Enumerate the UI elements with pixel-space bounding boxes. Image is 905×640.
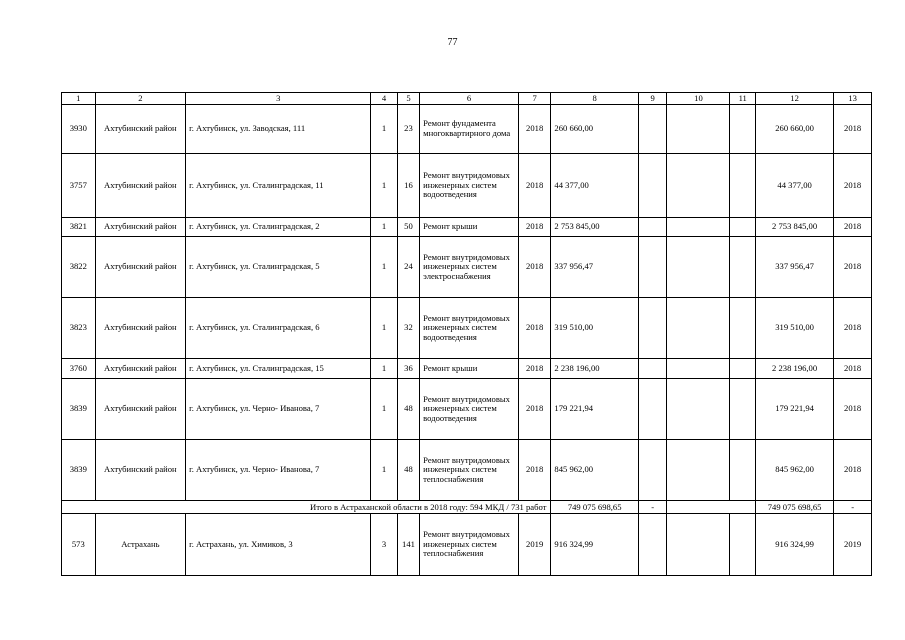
- column-header-4: 4: [371, 93, 397, 105]
- column-header-5: 5: [397, 93, 419, 105]
- address: г. Ахтубинск, ул. Заводская, 111: [186, 105, 371, 154]
- completion-year: 2019: [834, 514, 872, 576]
- district: Ахтубинский район: [95, 237, 186, 298]
- object-id: 3839: [62, 440, 96, 501]
- completion-year: 2018: [834, 154, 872, 218]
- column-header-11: 11: [730, 93, 755, 105]
- column-4-value: 1: [371, 105, 397, 154]
- column-header-3: 3: [186, 93, 371, 105]
- object-id: 3823: [62, 298, 96, 359]
- address: г. Ахтубинск, ул. Черно- Иванова, 7: [186, 379, 371, 440]
- year: 2018: [518, 237, 551, 298]
- column-4-value: 1: [371, 359, 397, 379]
- column-5-value: 23: [397, 105, 419, 154]
- column-5-value: 48: [397, 379, 419, 440]
- column-header-9: 9: [638, 93, 666, 105]
- column-9-value: [638, 105, 666, 154]
- work-type: Ремонт внутридомовых инженерных систем водоотведения: [420, 379, 519, 440]
- total-cost: 845 962,00: [551, 440, 639, 501]
- table-row: [62, 154, 872, 218]
- work-type: Ремонт крыши: [420, 359, 519, 379]
- column-4-value: 3: [371, 514, 397, 576]
- column-10-value: [667, 514, 730, 576]
- total-column-13: -: [834, 501, 872, 514]
- address: г. Астрахань, ул. Химиков, 3: [186, 514, 371, 576]
- column-4-value: 1: [371, 440, 397, 501]
- column-11-value: [730, 359, 755, 379]
- column-5-value: 24: [397, 237, 419, 298]
- column-9-value: [638, 440, 666, 501]
- total-label: Итого в Астраханской области в 2018 году: 594 МКД / 731 работ: [62, 501, 551, 514]
- column-header-10: 10: [667, 93, 730, 105]
- total-cost: 337 956,47: [551, 237, 639, 298]
- year: 2018: [518, 359, 551, 379]
- work-type: Ремонт фундамента многоквартирного дома: [420, 105, 519, 154]
- object-id: 3822: [62, 237, 96, 298]
- district: Ахтубинский район: [95, 218, 186, 237]
- column-11-value: [730, 154, 755, 218]
- work-type: Ремонт внутридомовых инженерных систем водоотведения: [420, 298, 519, 359]
- total-column-9: -: [638, 501, 666, 514]
- column-9-value: [638, 379, 666, 440]
- column-header-6: 6: [420, 93, 519, 105]
- work-type: Ремонт внутридомовых инженерных систем теплоснабжения: [420, 440, 519, 501]
- object-id: 3760: [62, 359, 96, 379]
- address: г. Ахтубинск, ул. Сталинградская, 11: [186, 154, 371, 218]
- column-header-7: 7: [518, 93, 551, 105]
- column-5-value: 16: [397, 154, 419, 218]
- total-cost: 319 510,00: [551, 298, 639, 359]
- address: г. Ахтубинск, ул. Сталинградская, 5: [186, 237, 371, 298]
- column-number-row: [62, 93, 872, 105]
- table-row: [62, 218, 872, 237]
- table-row: [62, 379, 872, 440]
- total-column-12: 749 075 698,65: [755, 501, 833, 514]
- object-id: 3930: [62, 105, 96, 154]
- table-row: [62, 359, 872, 379]
- year: 2018: [518, 440, 551, 501]
- total-cost: 2 238 196,00: [551, 359, 639, 379]
- column-12-value: 319 510,00: [755, 298, 833, 359]
- total-cost: 260 660,00: [551, 105, 639, 154]
- address: г. Ахтубинск, ул. Черно- Иванова, 7: [186, 440, 371, 501]
- column-10-value: [667, 379, 730, 440]
- object-id: 3821: [62, 218, 96, 237]
- address: г. Ахтубинск, ул. Сталинградская, 6: [186, 298, 371, 359]
- district: Астрахань: [95, 514, 186, 576]
- column-11-value: [730, 514, 755, 576]
- object-id: 573: [62, 514, 96, 576]
- column-11-value: [730, 105, 755, 154]
- completion-year: 2018: [834, 298, 872, 359]
- table-row: [62, 298, 872, 359]
- column-10-value: [667, 154, 730, 218]
- page-number: 77: [447, 37, 458, 48]
- completion-year: 2018: [834, 359, 872, 379]
- column-4-value: 1: [371, 154, 397, 218]
- address: г. Ахтубинск, ул. Сталинградская, 2: [186, 218, 371, 237]
- column-header-13: 13: [834, 93, 872, 105]
- district: Ахтубинский район: [95, 440, 186, 501]
- table-body: [62, 105, 872, 576]
- column-12-value: 44 377,00: [755, 154, 833, 218]
- total-cost: 2 753 845,00: [551, 218, 639, 237]
- table-row: [62, 514, 872, 576]
- table-row: [62, 237, 872, 298]
- year: 2018: [518, 298, 551, 359]
- year: 2018: [518, 105, 551, 154]
- district: Ахтубинский район: [95, 154, 186, 218]
- district: Ахтубинский район: [95, 298, 186, 359]
- work-type: Ремонт внутридомовых инженерных систем электроснабжения: [420, 237, 519, 298]
- total-cost: 916 324,99: [551, 514, 639, 576]
- total-empty-cells: [667, 501, 756, 514]
- year: 2018: [518, 379, 551, 440]
- column-12-value: 2 238 196,00: [755, 359, 833, 379]
- table-row: [62, 105, 872, 154]
- completion-year: 2018: [834, 379, 872, 440]
- column-5-value: 36: [397, 359, 419, 379]
- column-12-value: 337 956,47: [755, 237, 833, 298]
- column-9-value: [638, 154, 666, 218]
- total-cost: 179 221,94: [551, 379, 639, 440]
- completion-year: 2018: [834, 105, 872, 154]
- district: Ахтубинский район: [95, 379, 186, 440]
- column-header-8: 8: [551, 93, 639, 105]
- completion-year: 2018: [834, 440, 872, 501]
- column-12-value: 845 962,00: [755, 440, 833, 501]
- column-10-value: [667, 359, 730, 379]
- column-11-value: [730, 379, 755, 440]
- column-4-value: 1: [371, 237, 397, 298]
- column-9-value: [638, 298, 666, 359]
- completion-year: 2018: [834, 237, 872, 298]
- column-9-value: [638, 237, 666, 298]
- column-12-value: 916 324,99: [755, 514, 833, 576]
- column-header-12: 12: [755, 93, 833, 105]
- column-12-value: 2 753 845,00: [755, 218, 833, 237]
- column-5-value: 50: [397, 218, 419, 237]
- object-id: 3839: [62, 379, 96, 440]
- address: г. Ахтубинск, ул. Сталинградская, 15: [186, 359, 371, 379]
- total-cost: 749 075 698,65: [551, 501, 639, 514]
- completion-year: 2018: [834, 218, 872, 237]
- column-4-value: 1: [371, 218, 397, 237]
- year: 2018: [518, 154, 551, 218]
- year: 2019: [518, 514, 551, 576]
- column-5-value: 32: [397, 298, 419, 359]
- column-10-value: [667, 440, 730, 501]
- column-header-2: 2: [95, 93, 186, 105]
- column-10-value: [667, 218, 730, 237]
- work-type: Ремонт внутридомовых инженерных систем водоотведения: [420, 154, 519, 218]
- column-9-value: [638, 514, 666, 576]
- district: Ахтубинский район: [95, 359, 186, 379]
- total-row: [62, 501, 872, 514]
- capital-repair-table: [61, 92, 872, 576]
- column-9-value: [638, 218, 666, 237]
- column-11-value: [730, 237, 755, 298]
- column-9-value: [638, 359, 666, 379]
- column-5-value: 48: [397, 440, 419, 501]
- column-11-value: [730, 440, 755, 501]
- work-type: Ремонт крыши: [420, 218, 519, 237]
- table-row: [62, 440, 872, 501]
- column-11-value: [730, 218, 755, 237]
- column-12-value: 179 221,94: [755, 379, 833, 440]
- column-4-value: 1: [371, 298, 397, 359]
- column-header-1: 1: [62, 93, 96, 105]
- column-11-value: [730, 298, 755, 359]
- column-10-value: [667, 105, 730, 154]
- year: 2018: [518, 218, 551, 237]
- district: Ахтубинский район: [95, 105, 186, 154]
- total-cost: 44 377,00: [551, 154, 639, 218]
- work-type: Ремонт внутридомовых инженерных систем теплоснабжения: [420, 514, 519, 576]
- column-12-value: 260 660,00: [755, 105, 833, 154]
- object-id: 3757: [62, 154, 96, 218]
- column-10-value: [667, 237, 730, 298]
- column-4-value: 1: [371, 379, 397, 440]
- column-10-value: [667, 298, 730, 359]
- column-5-value: 141: [397, 514, 419, 576]
